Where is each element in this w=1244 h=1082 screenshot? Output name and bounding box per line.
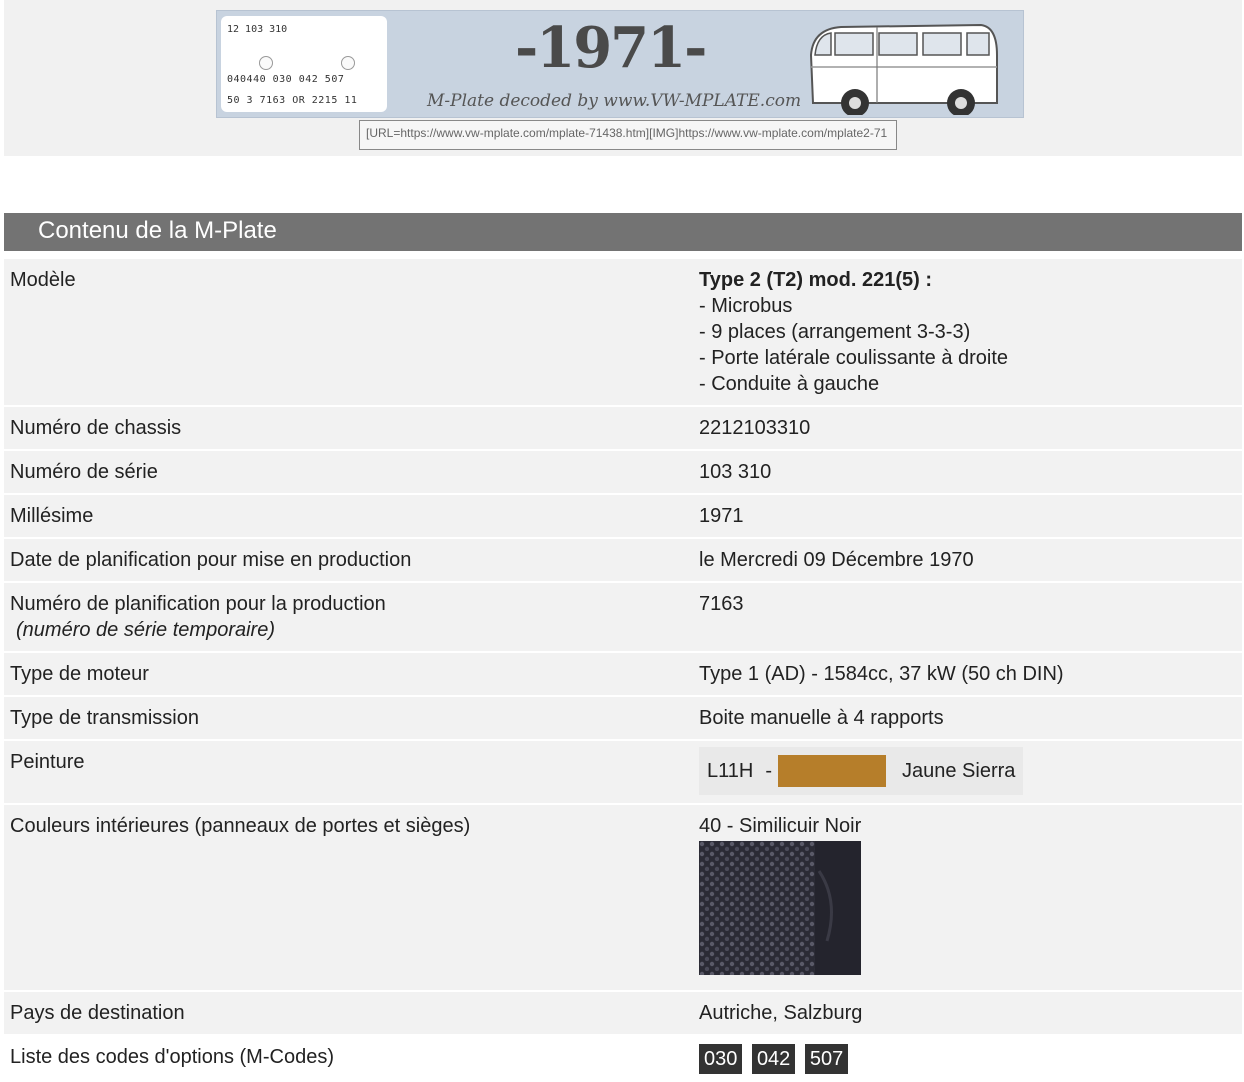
row-label: Peinture bbox=[4, 740, 693, 804]
row-value bbox=[693, 1035, 1242, 1082]
row-sublabel: (numéro de série temporaire) bbox=[16, 619, 275, 641]
row-label: Liste des codes d'options (M-Codes) bbox=[4, 1035, 693, 1082]
table-row bbox=[4, 740, 1242, 804]
interior-fabric-image bbox=[699, 841, 861, 975]
table-row bbox=[4, 538, 1242, 582]
table-row bbox=[4, 652, 1242, 696]
bbcode-link-field[interactable]: [URL=https://www.vw-mplate.com/mplate-71438.htm][IMG]https://www.vw-mplate.com/mplate2-71 bbox=[359, 120, 897, 150]
row-label: Millésime bbox=[4, 494, 693, 538]
plate-line-2: 040440 030 042 507 bbox=[227, 74, 345, 85]
paint-code: L11H bbox=[707, 760, 754, 782]
row-value: 103 310 bbox=[693, 450, 1242, 494]
model-line: - Porte latérale coulissante à droite bbox=[699, 347, 1009, 369]
row-value bbox=[693, 258, 1242, 406]
plate-line-3: 50 3 7163 OR 2215 11 bbox=[227, 95, 358, 106]
table-row bbox=[4, 696, 1242, 740]
paint-name: Jaune Sierra bbox=[902, 760, 1016, 782]
banner-year: -1971- bbox=[515, 15, 706, 81]
mcode-badge[interactable]: 042 bbox=[752, 1044, 795, 1074]
mplate-spec-table bbox=[4, 257, 1242, 1082]
row-value: Autriche, Salzburg bbox=[693, 991, 1242, 1035]
table-row bbox=[4, 494, 1242, 538]
row-label: Numéro de série bbox=[4, 450, 693, 494]
paint-box bbox=[699, 747, 1023, 795]
table-row bbox=[4, 804, 1242, 991]
interior-color: 40 - Similicuir Noir bbox=[699, 815, 862, 837]
banner-decoded-text: M-Plate decoded by www.VW-MPLATE.com bbox=[427, 91, 802, 111]
row-label: Modèle bbox=[4, 258, 693, 406]
mcode-badge[interactable]: 030 bbox=[699, 1044, 742, 1074]
plate-hole bbox=[341, 56, 355, 70]
row-value: le Mercredi 09 Décembre 1970 bbox=[693, 538, 1242, 582]
mplate-banner-image[interactable] bbox=[216, 10, 1024, 118]
row-label: Type de moteur bbox=[4, 652, 693, 696]
mplate-plate-graphic bbox=[221, 16, 387, 112]
paint-color-swatch bbox=[778, 755, 886, 787]
banner-zone bbox=[4, 0, 1242, 156]
table-row bbox=[4, 450, 1242, 494]
table-row bbox=[4, 582, 1242, 652]
vw-bus-icon bbox=[801, 15, 1001, 115]
row-value: Boite manuelle à 4 rapports bbox=[693, 696, 1242, 740]
plate-hole bbox=[259, 56, 273, 70]
row-label-text: Numéro de planification pour la production bbox=[10, 593, 386, 615]
table-row bbox=[4, 991, 1242, 1035]
section-title: Contenu de la M-Plate bbox=[4, 213, 1242, 251]
plate-line-1: 12 103 310 bbox=[227, 24, 288, 35]
row-label: Type de transmission bbox=[4, 696, 693, 740]
row-label: Date de planification pour mise en production bbox=[4, 538, 693, 582]
paint-separator: - bbox=[765, 760, 772, 782]
row-label: Numéro de chassis bbox=[4, 406, 693, 450]
row-value: 7163 bbox=[693, 582, 1242, 652]
table-row bbox=[4, 258, 1242, 406]
row-value: 2212103310 bbox=[693, 406, 1242, 450]
mcode-badge[interactable]: 507 bbox=[805, 1044, 848, 1074]
row-value bbox=[693, 740, 1242, 804]
row-label bbox=[4, 582, 693, 652]
table-row bbox=[4, 406, 1242, 450]
row-label: Pays de destination bbox=[4, 991, 693, 1035]
row-value: Type 1 (AD) - 1584cc, 37 kW (50 ch DIN) bbox=[693, 652, 1242, 696]
model-title: Type 2 (T2) mod. 221(5) : bbox=[699, 269, 933, 291]
model-line: - Conduite à gauche bbox=[699, 373, 880, 395]
model-line: - 9 places (arrangement 3-3-3) bbox=[699, 321, 971, 343]
row-value bbox=[693, 804, 1242, 991]
row-value: 1971 bbox=[693, 494, 1242, 538]
row-label: Couleurs intérieures (panneaux de portes et sièges) bbox=[4, 804, 693, 991]
table-row bbox=[4, 1035, 1242, 1082]
model-line: - Microbus bbox=[699, 295, 793, 317]
